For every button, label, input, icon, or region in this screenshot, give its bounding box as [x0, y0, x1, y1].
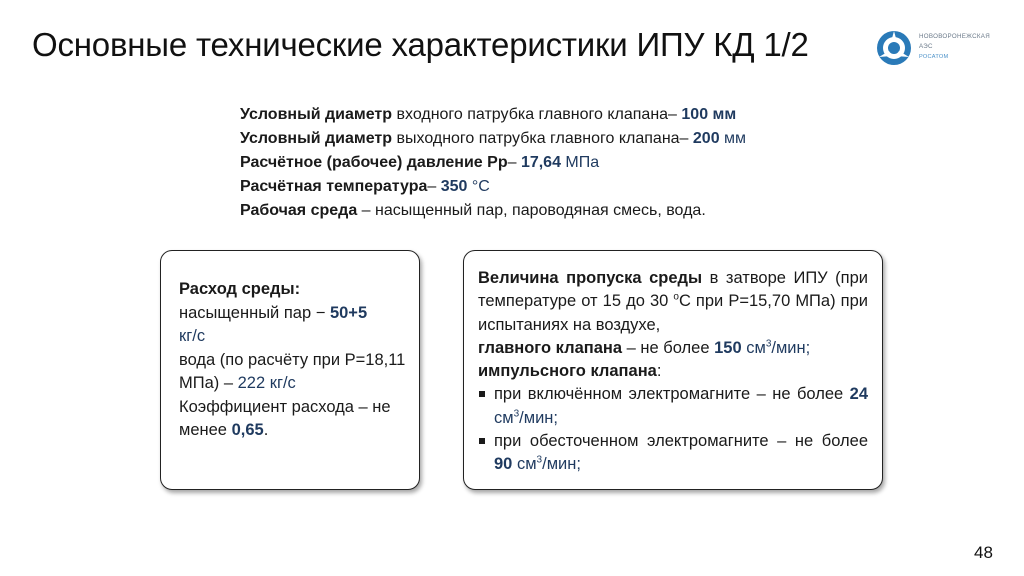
main-valve-label: главного клапана [478, 338, 623, 357]
leakage-intro-b: С при Р=15,70 МПа) при испытаниях на воздухе, [478, 292, 868, 334]
spec-text: входного патрубка главного клапана– [392, 106, 682, 123]
spec-inlet-diameter [240, 103, 746, 127]
spec-temperature [240, 175, 746, 199]
bullet-unit-sup: 3 [513, 408, 520, 420]
flow-rate-box [160, 250, 420, 490]
pulse-valve-label: импульсного клапана [478, 362, 657, 381]
spec-unit: мм [719, 130, 747, 147]
steam-text: насыщенный пар − [179, 303, 330, 322]
leakage-intro [478, 267, 868, 337]
spec-value: 100 мм [681, 106, 737, 123]
spec-value: 17,64 [520, 154, 561, 171]
main-valve-text: – не более [622, 338, 715, 357]
coef-value: 0,65 [231, 421, 264, 439]
spec-pressure [240, 151, 746, 175]
main-valve-unit-end: /мин; [771, 338, 811, 357]
bullet-unit-sup: 3 [536, 454, 543, 466]
spec-medium [240, 199, 746, 223]
water-value: 222 кг/с [237, 374, 296, 392]
spec-label: Условный диаметр [240, 106, 393, 123]
spec-unit: МПа [560, 154, 600, 171]
degree-sup: о [673, 291, 679, 303]
leakage-intro-a: в затворе ИПУ (при температуре от 15 до 30 [478, 269, 869, 311]
spec-text: – насыщенный пар, пароводяная смесь, вода. [357, 202, 706, 219]
main-valve-unit-sup: 3 [765, 338, 772, 350]
bullet-text: при включённом электромагните – не более [494, 385, 850, 404]
logo-line-npp: АЭС [919, 43, 933, 50]
npp-logo [874, 28, 990, 68]
spec-text: – [427, 178, 441, 195]
bullet-unit: см [512, 455, 537, 474]
spec-text: выходного патрубка главного клапана– [392, 130, 693, 147]
steam-value: 50+5 [329, 303, 368, 322]
bullet-square-icon [479, 438, 485, 444]
spec-label: Расчётная температура [240, 178, 428, 195]
leakage-text [478, 267, 868, 477]
steam-unit: кг/с [179, 327, 206, 345]
logo-line-rosatom: РОСАТОМ [919, 54, 949, 60]
spec-value: 350 [440, 178, 468, 195]
spec-text: – [507, 154, 521, 171]
spec-outlet-diameter [240, 127, 746, 151]
spec-label: Условный диаметр [240, 130, 393, 147]
main-valve-unit: см [741, 338, 766, 357]
bullet-unit-end: /мин; [542, 455, 581, 474]
bullet-item [478, 430, 868, 477]
bullet-value: 90 [494, 455, 513, 474]
leakage-box [463, 250, 883, 490]
spec-list [240, 103, 746, 223]
leakage-heading: Величина пропуска среды [478, 269, 703, 287]
spec-value: 200 [692, 130, 720, 147]
coef-text: Коэффициент расхода – не менее [179, 397, 391, 439]
spec-unit: °С [467, 178, 490, 195]
flow-rate-text [179, 278, 407, 443]
page-title: Основные технические характеристики ИПУ КД 1/2 [32, 26, 809, 63]
main-valve-line [478, 337, 868, 360]
bullet-unit-end: /мин; [519, 408, 558, 427]
bullet-item [478, 383, 868, 430]
pulse-valve-line [478, 360, 868, 383]
page-number: 48 [974, 543, 993, 562]
bullet-unit: см [494, 408, 514, 427]
spec-label: Рабочая среда [240, 202, 358, 219]
flow-rate-heading: Расход среды: [179, 280, 301, 298]
water-text: вода (по расчёту при Р=18,11 МПа) – [179, 350, 406, 392]
main-valve-value: 150 [714, 338, 742, 357]
logo-line-plant: НОВОВОРОНЕЖСКАЯ [919, 33, 990, 40]
bullet-value: 24 [849, 385, 868, 404]
spec-label: Расчётное (рабочее) давление Рр [240, 154, 508, 171]
coef-end: . [263, 421, 269, 439]
bullet-text: при обесточенном электромагните – не более [494, 432, 868, 451]
pulse-valve-colon: : [656, 362, 662, 381]
bullet-square-icon [479, 391, 485, 397]
rosatom-logo-icon [874, 28, 914, 68]
